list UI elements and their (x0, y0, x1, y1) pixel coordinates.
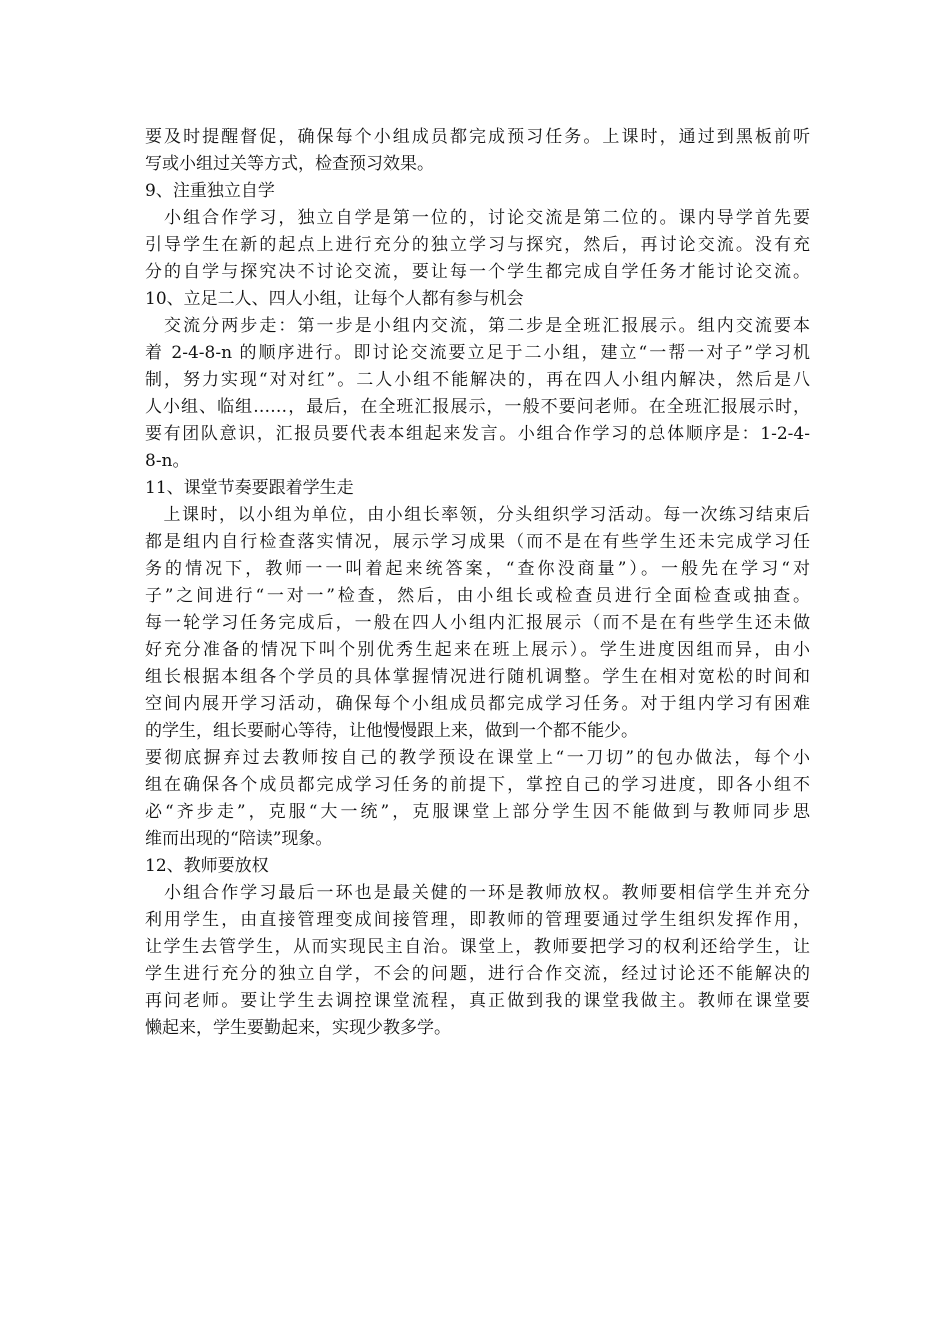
text-line: 8-n。 (145, 451, 190, 471)
text-line: 要及时提醒督促，确保每个小组成员都完成预习任务。上课时，通过到黑板前听 (145, 127, 810, 147)
text-line: 组长根据本组各个学员的具体掌握情况进行随机调整。学生在相对宽松的时间和 (145, 667, 810, 687)
text-line: 让学生去管学生，从而实现民主自治。课堂上，教师要把学习的权利还给学生，让 (145, 937, 810, 957)
text-line: 的学生，组长要耐心等待，让他慢慢跟上来，做到一个都不能少。 (145, 721, 638, 741)
text-line: 着 2-4-8-n 的顺序进行。即讨论交流要立足于二小组，建立“一帮一对子”学习机 (145, 343, 810, 363)
text-line: 维而出现的“陪读”现象。 (145, 829, 333, 849)
text-line: 组在确保各个成员都完成学习任务的前提下，掌控自己的学习进度，即各小组不 (145, 775, 810, 795)
text-line: 写或小组过关等方式，检查预习效果。 (145, 154, 434, 174)
text-line: 再问老师。要让学生去调控课堂流程，真正做到我的课堂我做主。教师在课堂要 (145, 991, 810, 1011)
text-line: 要有团队意识，汇报员要代表本组起来发言。小组合作学习的总体顺序是：1-2-4- (145, 424, 810, 444)
text-line: 每一轮学习任务完成后，一般在四人小组内汇报展示（而不是在有些学生还未做 (145, 613, 810, 633)
text-line: 分的自学与探究决不讨论交流，要让每一个学生都完成自学任务才能讨论交流。 (145, 262, 810, 282)
text-line: 12、教师要放权 (145, 856, 269, 876)
text-line: 引导学生在新的起点上进行充分的独立学习与探究，然后，再讨论交流。没有充 (145, 235, 810, 255)
text-line: 学生进行充分的独立自学，不会的问题，进行合作交流，经过讨论还不能解决的 (145, 964, 810, 984)
text-line: 人小组、临组……，最后，在全班汇报展示，一般不要问老师。在全班汇报展示时， (145, 397, 810, 417)
text-line: 制，努力实现“对对红”。二人小组不能解决的，再在四人小组内解决，然后是八 (145, 370, 810, 390)
text-line: 小组合作学习最后一环也是最关健的一环是教师放权。教师要相信学生并充分 (145, 883, 810, 903)
text-line: 空间内展开学习活动，确保每个小组成员都完成学习任务。对于组内学习有困难 (145, 694, 810, 714)
text-line: 务的情况下，教师一一叫着起来统答案，“查你没商量”）。一般先在学习“对 (145, 559, 810, 579)
document-body (145, 124, 810, 1042)
text-line: 9、注重独立自学 (145, 181, 275, 201)
text-line: 11、课堂节奏要跟着学生走 (145, 478, 354, 498)
text-line: 利用学生，由直接管理变成间接管理，即教师的管理要通过学生组织发挥作用， (145, 910, 810, 930)
text-line: 都是组内自行检查落实情况，展示学习成果（而不是在有些学生还未完成学习任 (145, 532, 810, 552)
text-line: 懒起来，学生要勤起来，实现少教多学。 (145, 1018, 451, 1038)
text-line: 上课时，以小组为单位，由小组长率领，分头组织学习活动。每一次练习结束后 (145, 505, 810, 525)
text-line: 交流分两步走：第一步是小组内交流，第二步是全班汇报展示。组内交流要本 (145, 316, 810, 336)
text-line: 好充分准备的情况下叫个别优秀生起来在班上展示）。学生进度因组而异，由小 (145, 640, 810, 660)
text-line: 小组合作学习，独立自学是第一位的，讨论交流是第二位的。课内导学首先要 (145, 208, 810, 228)
text-line: 子”之间进行“一对一”检查，然后，由小组长或检查员进行全面检查或抽查。 (145, 586, 810, 606)
text-line: 必“齐步走”，克服“大一统”，克服课堂上部分学生因不能做到与教师同步思 (145, 802, 810, 822)
text-line: 要彻底摒弃过去教师按自己的教学预设在课堂上“一刀切”的包办做法，每个小 (145, 748, 810, 768)
text-line: 10、立足二人、四人小组，让每个人都有参与机会 (145, 289, 524, 309)
